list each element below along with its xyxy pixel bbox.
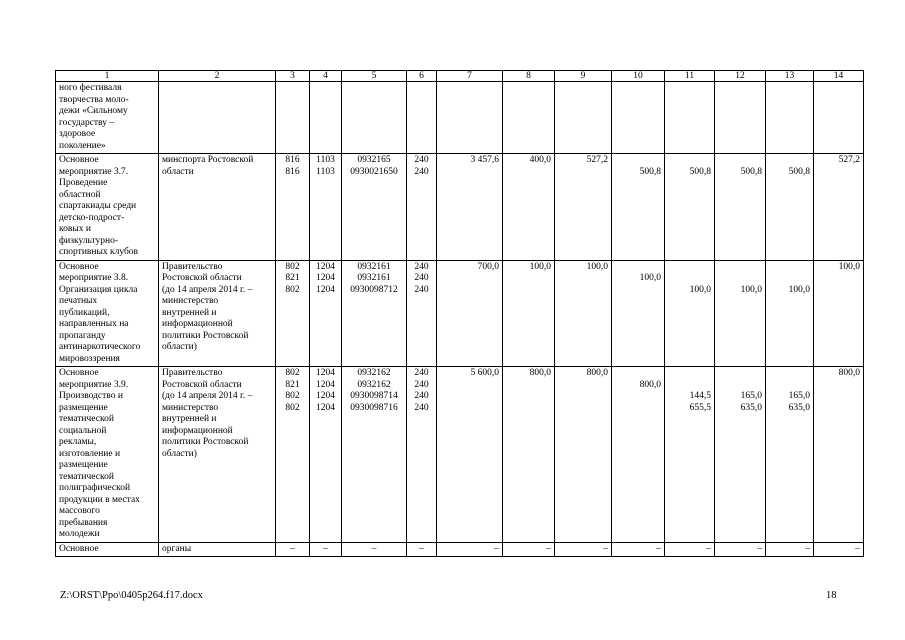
cell-line xyxy=(558,83,608,95)
value-cell xyxy=(766,367,814,543)
value-cell xyxy=(715,82,766,154)
cell-line: политики Ростовской xyxy=(162,330,249,341)
cell-line: области) xyxy=(162,342,197,352)
cell-line xyxy=(817,83,860,95)
cell-line: 1204 xyxy=(316,284,335,295)
cell-line: информационной xyxy=(162,425,233,436)
value-cell xyxy=(665,82,715,154)
measure-name-line: молодежи xyxy=(59,529,100,539)
cell-line: 800,0 xyxy=(838,368,860,378)
measure-name-line: мероприятие 3.7. xyxy=(59,166,129,177)
value-cell xyxy=(766,542,814,557)
cell-line: 3 457,6 xyxy=(470,155,499,165)
value-cell xyxy=(310,154,342,261)
column-header: 7 xyxy=(437,71,503,82)
cell-line xyxy=(615,155,661,167)
measure-name-line: физкультурно- xyxy=(59,235,119,246)
measure-name-line: тематической xyxy=(59,471,114,482)
cell-line xyxy=(718,262,762,274)
cell-line: 240 xyxy=(414,391,429,401)
cell-line xyxy=(668,83,711,95)
cell-line: 240 xyxy=(414,402,429,413)
value-cell xyxy=(555,154,612,261)
cell-line: информационной xyxy=(162,319,233,329)
measure-name-line: антинаркотического xyxy=(59,342,141,352)
column-header: 3 xyxy=(276,71,310,82)
cell-line: внутренней и xyxy=(162,307,217,318)
cell-line: 800,0 xyxy=(529,368,551,378)
measure-name-cell xyxy=(56,367,159,543)
header-row xyxy=(56,71,864,82)
value-cell xyxy=(814,367,864,543)
cell-line xyxy=(615,368,661,380)
cell-line: – xyxy=(546,543,551,554)
cell-line: – xyxy=(419,543,424,554)
cell-line: 100,0 xyxy=(838,261,860,272)
measure-name-line: дежи «Сильному xyxy=(59,106,128,116)
cell-line xyxy=(345,83,403,95)
cell-line: 0932162 xyxy=(357,379,391,390)
cell-line: 0930021650 xyxy=(350,166,398,177)
cell-line: 400,0 xyxy=(529,155,551,165)
executor-cell xyxy=(159,82,276,154)
cell-line: 144,5 xyxy=(689,391,711,401)
value-cell xyxy=(665,367,715,543)
cell-line: 240 xyxy=(414,261,429,272)
value-cell xyxy=(276,154,310,261)
cell-line: – xyxy=(757,543,762,554)
value-cell xyxy=(555,260,612,367)
cell-line xyxy=(668,262,711,274)
measure-name-line: Основное xyxy=(59,261,99,272)
cell-line: 500,8 xyxy=(689,166,711,177)
value-cell xyxy=(437,82,503,154)
value-cell xyxy=(310,542,342,557)
cell-line: министерство xyxy=(162,402,219,413)
value-cell xyxy=(310,260,342,367)
cell-line xyxy=(313,83,338,95)
cell-line: 1204 xyxy=(316,273,335,283)
cell-line: 500,8 xyxy=(740,166,762,177)
value-cell xyxy=(766,260,814,367)
cell-line xyxy=(506,83,551,95)
cell-line xyxy=(769,273,810,285)
cell-line xyxy=(410,83,433,95)
cell-line xyxy=(769,380,810,392)
cell-line: (до 14 апреля 2014 г. – xyxy=(162,391,253,401)
measure-name-line: Основное xyxy=(59,155,99,165)
cell-line: 240 xyxy=(414,284,429,295)
measure-name-cell xyxy=(56,260,159,367)
cell-line: 100,0 xyxy=(788,284,810,295)
cell-line: 240 xyxy=(414,368,429,378)
measure-name-line: продукции в местах xyxy=(59,494,140,505)
measure-name-line: Проведение xyxy=(59,178,108,188)
cell-line: Правительство xyxy=(162,261,223,272)
measure-name-line: пропаганду xyxy=(59,330,106,341)
cell-line: 1204 xyxy=(316,391,335,401)
cell-line: – xyxy=(494,543,499,554)
measure-name-line: поколение» xyxy=(59,140,106,151)
table-row xyxy=(56,154,864,261)
table-row xyxy=(56,260,864,367)
table-body xyxy=(56,71,864,557)
value-cell xyxy=(342,154,407,261)
value-cell xyxy=(407,542,437,557)
cell-line xyxy=(668,155,711,167)
measure-name-line: мероприятие 3.9. xyxy=(59,379,129,390)
cell-line: минспорта Ростовской xyxy=(162,155,254,165)
column-header: 9 xyxy=(555,71,612,82)
cell-line xyxy=(615,262,661,274)
column-header: 11 xyxy=(665,71,715,82)
column-header: 6 xyxy=(407,71,437,82)
value-cell xyxy=(814,260,864,367)
value-cell xyxy=(665,154,715,261)
cell-line: 100,0 xyxy=(586,261,608,272)
measure-name-line: здоровое xyxy=(59,129,96,139)
value-cell xyxy=(342,542,407,557)
cell-line: 800,0 xyxy=(639,379,661,390)
measure-name-line: государству – xyxy=(59,117,115,128)
cell-line xyxy=(279,83,306,95)
cell-line xyxy=(668,273,711,285)
value-cell xyxy=(665,542,715,557)
table-row xyxy=(56,367,864,543)
value-cell xyxy=(276,260,310,367)
cell-line: министерство xyxy=(162,296,219,306)
column-header: 5 xyxy=(342,71,407,82)
value-cell xyxy=(612,154,665,261)
value-cell xyxy=(503,542,555,557)
value-cell xyxy=(310,82,342,154)
cell-line: 165,0 xyxy=(788,391,810,401)
cell-line: – xyxy=(323,543,328,554)
executor-cell xyxy=(159,260,276,367)
value-cell xyxy=(276,82,310,154)
cell-line: 240 xyxy=(414,379,429,390)
column-header: 1 xyxy=(56,71,159,82)
cell-line xyxy=(769,368,810,380)
value-cell xyxy=(310,367,342,543)
cell-line: 500,8 xyxy=(788,166,810,177)
cell-line: 821 xyxy=(285,379,300,390)
cell-line: – xyxy=(290,543,295,554)
cell-line: 5 600,0 xyxy=(470,368,499,378)
executor-cell xyxy=(159,154,276,261)
value-cell xyxy=(555,367,612,543)
cell-line: 500,8 xyxy=(639,166,661,177)
column-header: 13 xyxy=(766,71,814,82)
cell-line: 800,0 xyxy=(586,368,608,378)
cell-line: 240 xyxy=(414,166,429,177)
cell-line xyxy=(615,83,661,95)
measure-name-line: детско-подрост- xyxy=(59,212,125,223)
column-header: 2 xyxy=(159,71,276,82)
column-header: 10 xyxy=(612,71,665,82)
measure-name-line: изготовление и xyxy=(59,448,121,459)
column-header: 14 xyxy=(814,71,864,82)
column-header: 4 xyxy=(310,71,342,82)
column-header: 8 xyxy=(503,71,555,82)
cell-line xyxy=(668,368,711,380)
measure-name-line: печатных xyxy=(59,296,98,306)
cell-line: – xyxy=(706,543,711,554)
measure-name-line: направленных на xyxy=(59,319,129,329)
value-cell xyxy=(276,542,310,557)
cell-line: – xyxy=(855,543,860,554)
measure-name-line: Организация цикла xyxy=(59,284,138,295)
measure-name-cell xyxy=(56,154,159,261)
cell-line xyxy=(718,155,762,167)
cell-line: 0932161 xyxy=(357,261,391,272)
value-cell xyxy=(437,154,503,261)
cell-line xyxy=(718,368,762,380)
cell-line: 1103 xyxy=(316,166,335,177)
table-row xyxy=(56,82,864,154)
cell-line: 527,2 xyxy=(838,155,860,165)
cell-line: 816 xyxy=(285,166,300,177)
cell-line: 821 xyxy=(285,273,300,283)
value-cell xyxy=(814,82,864,154)
measure-name-line: творчества моло- xyxy=(59,94,129,105)
value-cell xyxy=(665,260,715,367)
cell-line: 802 xyxy=(285,391,300,401)
cell-line: 240 xyxy=(414,273,429,283)
cell-line xyxy=(718,273,762,285)
value-cell xyxy=(555,542,612,557)
cell-line: 1204 xyxy=(316,368,335,378)
measure-name-line: Основное xyxy=(59,543,99,554)
cell-line: – xyxy=(656,543,661,554)
cell-line: 100,0 xyxy=(740,284,762,295)
cell-line: (до 14 апреля 2014 г. – xyxy=(162,284,253,295)
value-cell xyxy=(715,367,766,543)
cell-line: 165,0 xyxy=(740,391,762,401)
cell-line: 0930098716 xyxy=(350,402,398,413)
cell-line: 0930098714 xyxy=(350,391,398,401)
file-path: Z:\ORST\Ppo\0405p264.f17.docx xyxy=(60,590,203,601)
budget-table xyxy=(55,70,864,557)
cell-line: – xyxy=(371,543,377,554)
value-cell xyxy=(814,154,864,261)
cell-line: 1204 xyxy=(316,379,335,390)
cell-line: 0930098712 xyxy=(350,284,398,295)
column-header: 12 xyxy=(715,71,766,82)
cell-line xyxy=(162,83,272,95)
measure-name-line: Производство и xyxy=(59,391,123,401)
value-cell xyxy=(766,154,814,261)
value-cell xyxy=(814,542,864,557)
measure-name-line: мировоззрения xyxy=(59,353,120,364)
measure-name-line: рекламы, xyxy=(59,437,97,447)
measure-name-line: Основное xyxy=(59,368,99,378)
measure-name-line: тематической xyxy=(59,414,114,424)
measure-name-line: мероприятие 3.8. xyxy=(59,273,129,283)
cell-line xyxy=(668,380,711,392)
cell-line: 100,0 xyxy=(639,273,661,283)
executor-cell xyxy=(159,542,276,557)
cell-line: 802 xyxy=(285,261,300,272)
cell-line: 0932162 xyxy=(357,368,391,378)
cell-line: органы xyxy=(162,543,192,554)
cell-line: области xyxy=(162,166,194,177)
cell-line: 802 xyxy=(285,284,300,295)
cell-line: 635,0 xyxy=(740,402,762,413)
measure-name-line: спортивных клубов xyxy=(59,247,139,257)
cell-line: 1204 xyxy=(316,261,335,272)
cell-line: 100,0 xyxy=(689,284,711,295)
measure-name-line: массового xyxy=(59,506,100,516)
value-cell xyxy=(612,542,665,557)
measure-name-line: публикаций, xyxy=(59,307,110,318)
cell-line: внутренней и xyxy=(162,414,217,424)
cell-line xyxy=(769,83,810,95)
cell-line: 655,5 xyxy=(689,402,711,413)
cell-line: 802 xyxy=(285,402,300,413)
value-cell xyxy=(503,154,555,261)
value-cell xyxy=(407,154,437,261)
cell-line: 1204 xyxy=(316,402,335,413)
cell-line: политики Ростовской xyxy=(162,437,249,447)
cell-line: 700,0 xyxy=(477,261,499,272)
cell-line: 0932161 xyxy=(357,273,391,283)
value-cell xyxy=(715,154,766,261)
cell-line: области) xyxy=(162,448,197,459)
measure-name-line: размещение xyxy=(59,402,108,413)
measure-name-cell xyxy=(56,82,159,154)
cell-line: 802 xyxy=(285,368,300,378)
value-cell xyxy=(715,260,766,367)
cell-line: 0932165 xyxy=(357,155,391,165)
value-cell xyxy=(437,260,503,367)
table-row xyxy=(56,542,864,557)
cell-line: – xyxy=(603,543,608,554)
value-cell xyxy=(612,260,665,367)
value-cell xyxy=(276,367,310,543)
cell-line: 100,0 xyxy=(529,261,551,272)
measure-name-line: пребывания xyxy=(59,517,108,528)
measure-name-line: размещение xyxy=(59,460,108,470)
value-cell xyxy=(407,82,437,154)
cell-line: 527,2 xyxy=(586,155,608,165)
executor-cell xyxy=(159,367,276,543)
value-cell xyxy=(407,367,437,543)
value-cell xyxy=(437,367,503,543)
page-number: 18 xyxy=(826,590,837,601)
cell-line: 635,0 xyxy=(788,402,810,413)
cell-line: 816 xyxy=(285,155,300,165)
value-cell xyxy=(766,82,814,154)
cell-line xyxy=(718,380,762,392)
value-cell xyxy=(342,82,407,154)
value-cell xyxy=(342,367,407,543)
value-cell xyxy=(407,260,437,367)
cell-line xyxy=(718,83,762,95)
cell-line: Ростовской области xyxy=(162,379,242,390)
value-cell xyxy=(437,542,503,557)
cell-line: 240 xyxy=(414,155,429,165)
measure-name-line: полиграфической xyxy=(59,483,131,493)
measure-name-line: социальной xyxy=(59,425,107,436)
cell-line: – xyxy=(805,543,810,554)
measure-name-line: спартакиады среди xyxy=(59,201,137,211)
cell-line xyxy=(769,155,810,167)
measure-name-cell xyxy=(56,542,159,557)
value-cell xyxy=(503,82,555,154)
measure-name-line: ковых и xyxy=(59,224,91,234)
measure-name-line: областной xyxy=(59,189,101,200)
value-cell xyxy=(612,82,665,154)
measure-name-line: ного фестиваля xyxy=(59,83,122,93)
cell-line: 1103 xyxy=(316,155,335,165)
value-cell xyxy=(503,260,555,367)
value-cell xyxy=(342,260,407,367)
value-cell xyxy=(503,367,555,543)
value-cell xyxy=(555,82,612,154)
cell-line: Ростовской области xyxy=(162,273,242,283)
value-cell xyxy=(715,542,766,557)
cell-line: Правительство xyxy=(162,368,223,378)
cell-line xyxy=(440,83,499,95)
value-cell xyxy=(612,367,665,543)
cell-line xyxy=(769,262,810,274)
